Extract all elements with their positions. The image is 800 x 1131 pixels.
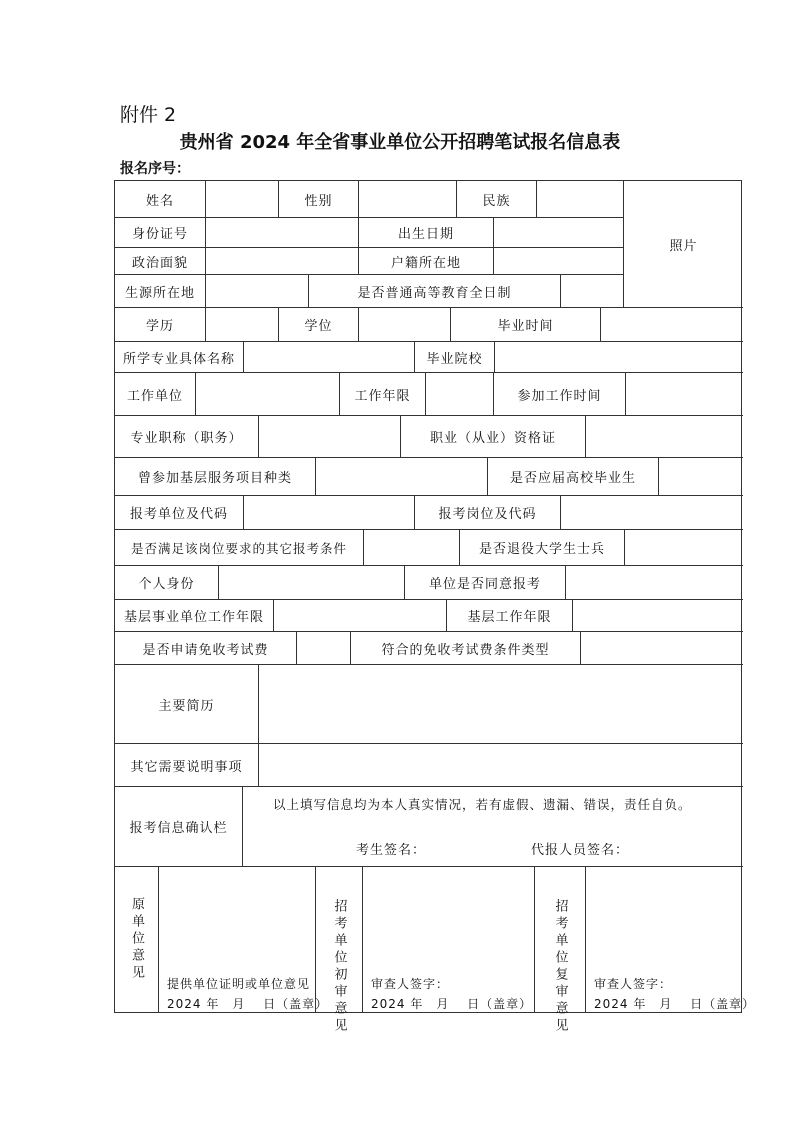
grassroots-institution-years-label: 基层事业单位工作年限 xyxy=(123,610,264,625)
initial-review-opinion-label: 招考单位初审意见 xyxy=(315,867,362,1012)
work-years-label: 工作年限 xyxy=(339,373,425,415)
id-number-field[interactable] xyxy=(205,218,358,247)
grassroots-project-label: 曾参加基层服务项目种类 xyxy=(137,471,292,486)
row-grassroots-years xyxy=(115,600,743,632)
fresh-graduate-field[interactable] xyxy=(658,458,743,495)
initial-reviewer-signature: 审查人签字： xyxy=(371,977,450,991)
other-notes-field[interactable] xyxy=(258,744,743,786)
work-years-field[interactable] xyxy=(425,373,493,415)
grassroots-years-label: 基层工作年限 xyxy=(446,600,572,631)
birth-date-label: 出生日期 xyxy=(358,218,493,247)
graduated-school-field[interactable] xyxy=(494,342,743,372)
birth-date-field[interactable] xyxy=(493,218,623,247)
final-review-opinion-label: 招考单位复审意见 xyxy=(534,867,585,1012)
grassroots-project-field[interactable] xyxy=(315,458,487,495)
graduated-school-label: 毕业院校 xyxy=(414,342,494,372)
confirmation-area[interactable] xyxy=(242,787,743,866)
name-label: 姓名 xyxy=(145,193,174,209)
exemption-type-field[interactable] xyxy=(580,632,743,664)
other-notes-label: 其它需要说明事项 xyxy=(130,759,243,775)
row-id-birth xyxy=(115,218,623,248)
row-major-school xyxy=(115,342,743,373)
apply-unit-code-field[interactable] xyxy=(243,496,414,529)
veteran-student-label: 是否退役大学生士兵 xyxy=(459,530,624,565)
row-political-household xyxy=(115,248,623,275)
attachment-label: 附件 2 xyxy=(120,104,177,126)
original-unit-note: 提供单位证明或单位意见 xyxy=(167,977,311,991)
other-conditions-field[interactable] xyxy=(363,530,459,565)
apply-unit-code-label: 报考单位及代码 xyxy=(129,507,228,522)
grassroots-institution-years-field[interactable] xyxy=(273,600,446,631)
row-conditions-veteran xyxy=(115,530,743,566)
vocational-cert-field[interactable] xyxy=(585,416,743,457)
row-work xyxy=(115,373,743,416)
fulltime-higher-edu-field[interactable] xyxy=(560,275,623,307)
photo-label: 照片 xyxy=(669,238,698,254)
resume-field[interactable] xyxy=(258,665,743,743)
id-number-label: 身份证号 xyxy=(131,227,188,242)
other-conditions-label: 是否满足该岗位要求的其它报考条件 xyxy=(130,540,347,556)
original-unit-opinion-label: 原单位意见 xyxy=(129,897,144,982)
proxy-signature-label: 代报人员签名： xyxy=(531,843,630,858)
photo-box[interactable] xyxy=(623,181,743,308)
row-origin-fulltime xyxy=(115,275,623,308)
original-unit-opinion-area[interactable] xyxy=(158,867,329,1012)
name-field[interactable] xyxy=(205,181,278,217)
gender-field[interactable] xyxy=(358,181,456,217)
political-status-field[interactable] xyxy=(205,248,358,274)
candidate-signature-label: 考生签名： xyxy=(356,843,427,858)
student-origin-field[interactable] xyxy=(205,275,308,307)
unit-consent-field[interactable] xyxy=(565,566,743,599)
row-apply xyxy=(115,496,743,530)
work-unit-label: 工作单位 xyxy=(126,388,183,404)
confirmation-label: 报考信息确认栏 xyxy=(129,821,228,836)
original-unit-date-stamp: 2024 年 月 日（盖章） xyxy=(167,997,329,1011)
personal-identity-field[interactable] xyxy=(218,566,404,599)
professional-title-field[interactable] xyxy=(258,416,400,457)
apply-post-code-field[interactable] xyxy=(560,496,743,529)
row-title-cert xyxy=(115,416,743,458)
ethnicity-label: 民族 xyxy=(456,181,536,217)
row-project-graduate xyxy=(115,458,743,496)
veteran-student-field[interactable] xyxy=(624,530,743,565)
row-basic-info xyxy=(115,181,623,218)
work-start-time-label: 参加工作时间 xyxy=(493,373,625,415)
resume-label: 主要简历 xyxy=(158,698,215,714)
political-status-label: 政治面貌 xyxy=(131,255,188,271)
personal-identity-label: 个人身份 xyxy=(138,577,195,592)
household-location-label: 户籍所在地 xyxy=(358,248,493,274)
degree-label: 学位 xyxy=(278,308,358,341)
graduation-time-field[interactable] xyxy=(600,308,743,341)
major-name-label: 所学专业具体名称 xyxy=(122,351,235,367)
household-location-field[interactable] xyxy=(493,248,623,274)
initial-review-date-stamp: 2024 年 月 日（盖章） xyxy=(371,997,533,1011)
exemption-type-label: 符合的免收考试费条件类型 xyxy=(350,632,580,664)
student-origin-label: 生源所在地 xyxy=(124,285,195,301)
confirmation-statement: 以上填写信息均为本人真实情况，若有虚假、遗漏、错误，责任自负。 xyxy=(273,797,692,812)
row-other-notes xyxy=(115,744,743,787)
fee-exemption-label: 是否申请免收考试费 xyxy=(142,642,269,658)
registration-sequence-label: 报名序号： xyxy=(120,161,190,177)
initial-review-opinion-area[interactable] xyxy=(362,867,534,1012)
degree-field[interactable] xyxy=(358,308,450,341)
professional-title-label: 专业职称（职务） xyxy=(130,431,243,446)
row-identity-consent xyxy=(115,566,743,600)
gender-label: 性别 xyxy=(278,181,358,217)
major-name-field[interactable] xyxy=(243,342,414,372)
education-label: 学历 xyxy=(145,319,174,334)
row-confirmation xyxy=(115,787,743,867)
apply-post-code-label: 报考岗位及代码 xyxy=(414,496,560,529)
form-title: 贵州省 2024 年全省事业单位公开招聘笔试报名信息表 xyxy=(179,132,621,153)
final-review-date-stamp: 2024 年 月 日（盖章） xyxy=(594,997,756,1011)
vocational-cert-label: 职业（从业）资格证 xyxy=(400,416,585,457)
row-education xyxy=(115,308,743,342)
row-opinions xyxy=(115,867,756,1035)
unit-consent-label: 单位是否同意报考 xyxy=(404,566,565,599)
final-reviewer-signature: 审查人签字： xyxy=(594,977,673,991)
graduation-time-label: 毕业时间 xyxy=(450,308,600,341)
work-unit-field[interactable] xyxy=(195,373,339,415)
fee-exemption-field[interactable] xyxy=(296,632,350,664)
ethnicity-field[interactable] xyxy=(536,181,623,217)
grassroots-years-field[interactable] xyxy=(572,600,743,631)
registration-form-table xyxy=(114,180,756,1035)
work-start-time-field[interactable] xyxy=(625,373,743,415)
fresh-graduate-label: 是否应届高校毕业生 xyxy=(487,458,658,495)
row-resume xyxy=(115,665,743,744)
final-review-opinion-area[interactable] xyxy=(585,867,756,1012)
fulltime-higher-edu-label: 是否普通高等教育全日制 xyxy=(308,275,560,307)
education-field[interactable] xyxy=(205,308,278,341)
row-fee-exemption xyxy=(115,632,743,665)
